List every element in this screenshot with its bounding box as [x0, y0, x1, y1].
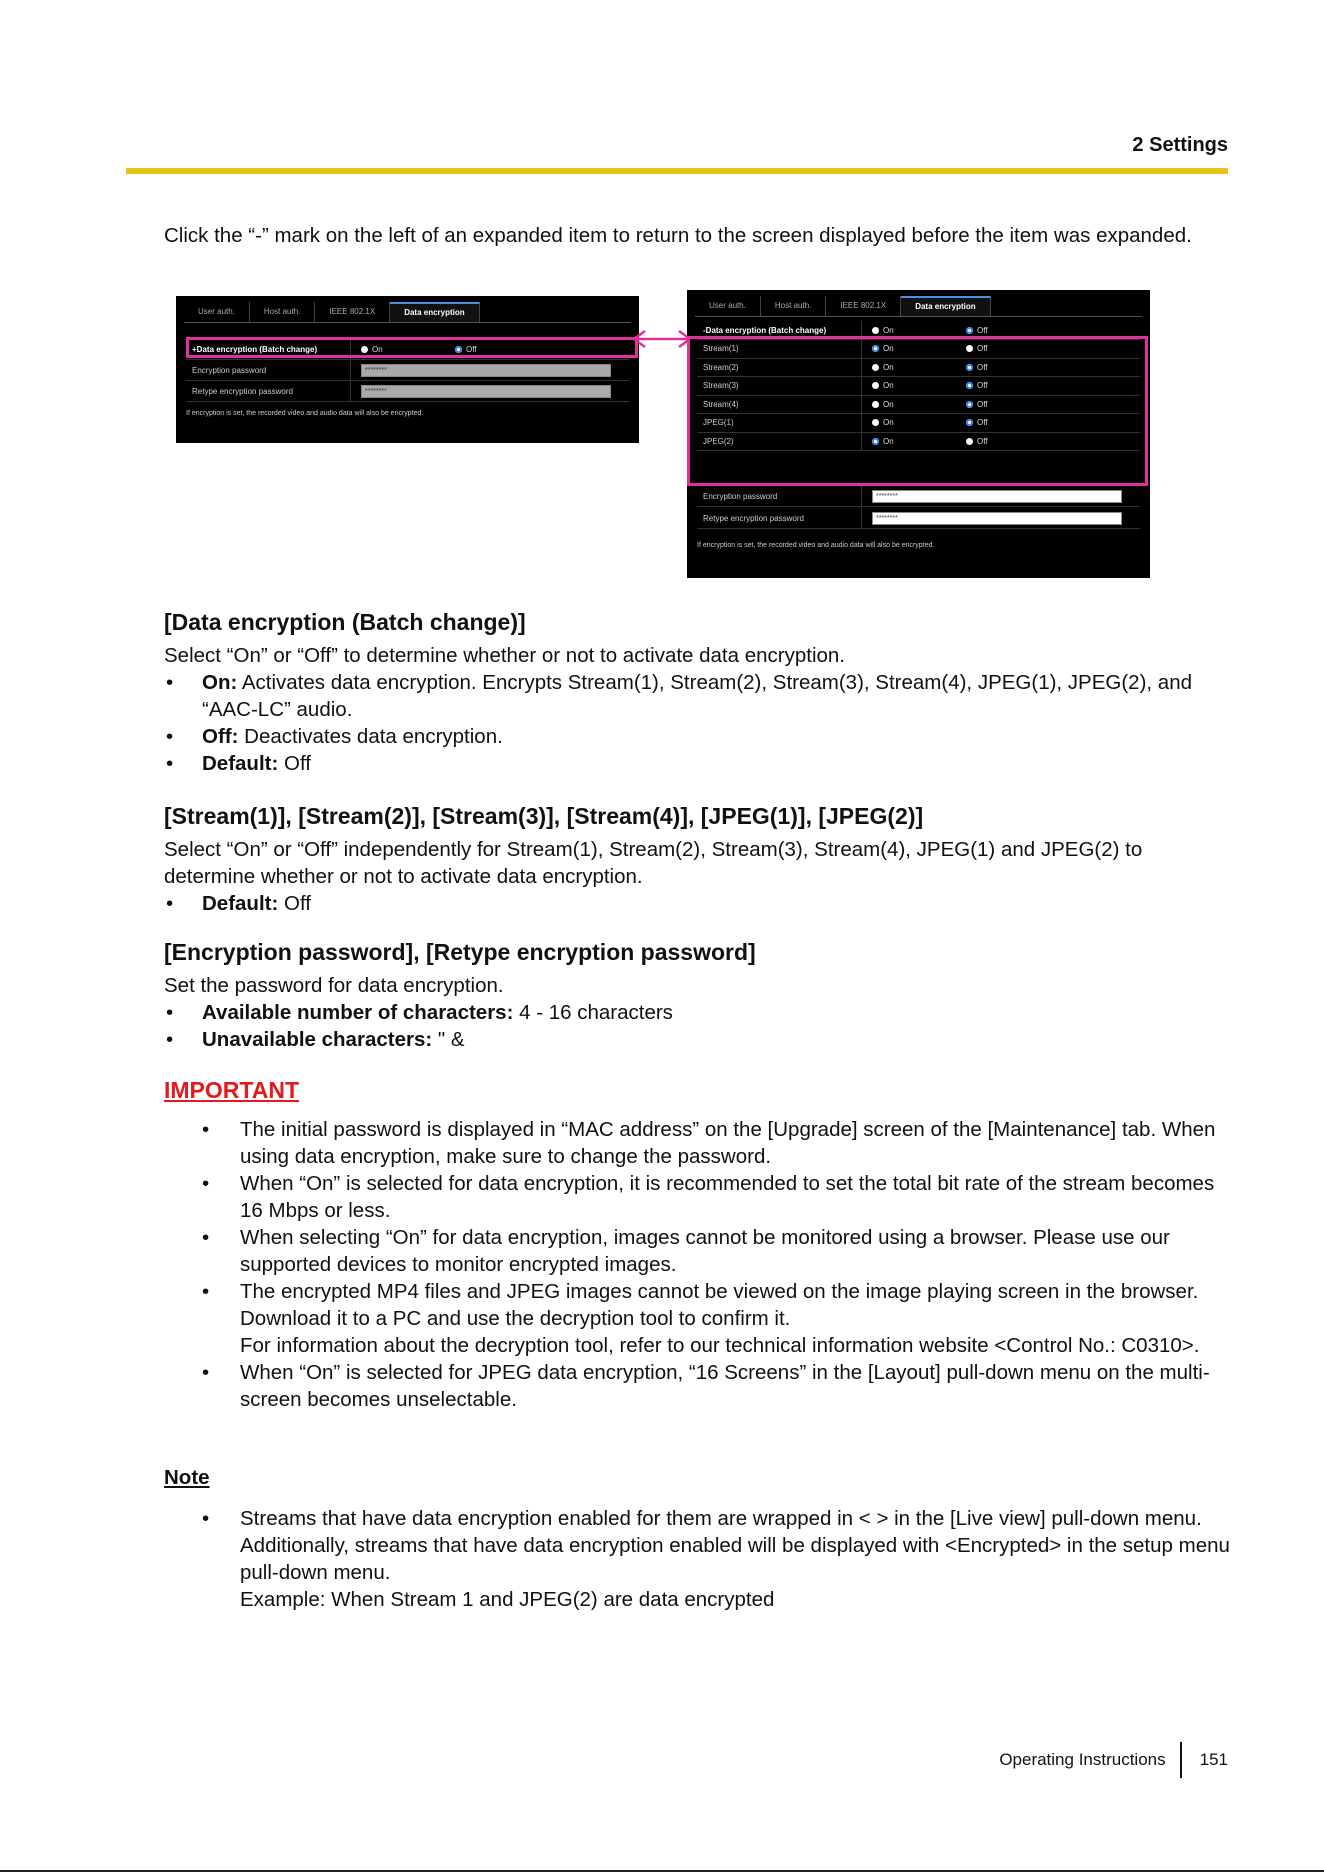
radio-on-label: On	[883, 362, 894, 372]
tab-user-auth[interactable]: User auth.	[184, 302, 250, 322]
radio-off-label: Off	[977, 381, 988, 390]
row-label[interactable]: -Data encryption (Batch change)	[697, 321, 862, 339]
item-label: Off:	[202, 725, 239, 748]
row-enc-pw	[186, 360, 629, 381]
list-item	[164, 723, 1230, 750]
section-title: [Data encryption (Batch change)]	[164, 609, 526, 635]
enc-pw-label: Encryption password	[186, 360, 351, 380]
batch-expand-label[interactable]: +Data encryption (Batch change)	[186, 339, 351, 359]
section-title: [Stream(1)], [Stream(2)], [Stream(3)], [Stream(4)], [JPEG(1)], [JPEG(2)]	[164, 803, 924, 829]
item-label: Available number of characters:	[202, 1001, 514, 1024]
double-arrow-icon	[629, 328, 695, 350]
list-item: • When “On” is selected for data encryption, it is recommended to set the total bit rate of the stream becomes 16 Mbps or less.	[164, 1170, 1230, 1224]
list-item	[164, 1278, 1230, 1359]
section-desc: Select “On” or “Off” to determine whether or not to activate data encryption.	[164, 644, 846, 667]
list-item	[164, 1026, 1230, 1053]
list-item	[164, 890, 1230, 917]
radio-off-label: Off	[466, 344, 477, 354]
row-retype-pw	[697, 508, 1140, 529]
tab-user-auth[interactable]: User auth.	[695, 296, 761, 316]
page-footer	[999, 1742, 1228, 1778]
radio-icon	[872, 327, 879, 334]
highlight-box	[186, 337, 638, 358]
row-label: Stream(1)	[697, 340, 862, 358]
enc-pw-field[interactable]: ********	[361, 364, 611, 377]
tab-ieee[interactable]: IEEE 802.1X	[826, 296, 901, 316]
important-title: IMPORTANT	[164, 1077, 300, 1103]
tab-bar	[695, 296, 1142, 317]
item-label: Default:	[202, 752, 279, 775]
footer-label: Operating Instructions	[999, 1750, 1166, 1769]
radio-off-label: Off	[977, 436, 988, 446]
radio-on-label: On	[372, 344, 383, 354]
highlight-box	[687, 336, 1148, 486]
tab-ieee[interactable]: IEEE 802.1X	[315, 302, 390, 322]
list-item: • The initial password is displayed in “MAC address” on the [Upgrade] screen of the [Maintenance] tab. When using data encryption, make sure to change the password.	[164, 1116, 1230, 1170]
row-enc-pw	[697, 486, 1140, 507]
radio-on-label: On	[883, 344, 894, 353]
tab-bar	[184, 302, 631, 323]
retype-pw-field[interactable]: ********	[872, 512, 1122, 525]
row-label: Stream(2)	[697, 358, 862, 376]
encryption-note: If encryption is set, the recorded video and audio data will also be encrypted.	[697, 542, 935, 549]
list-item	[164, 999, 1230, 1026]
encryption-note: If encryption is set, the recorded video and audio data will also be encrypted.	[186, 410, 424, 417]
radio-on-label: On	[883, 399, 894, 409]
item-label: Default:	[202, 892, 279, 915]
radio-off-label: Off	[977, 399, 988, 409]
item-extra-text: For information about the decryption tool, refer to our technical information website <Control No.: C0310>.	[240, 1334, 1200, 1357]
list-item: • When “On” is selected for JPEG data encryption, “16 Screens” in the [Layout] pull-down menu on the multi-screen becomes unselectable.	[164, 1359, 1230, 1413]
section-title: [Encryption password], [Retype encryption password]	[164, 939, 756, 965]
item-text: Off	[278, 752, 311, 775]
chapter-title: 2 Settings	[1132, 134, 1228, 156]
radio-off[interactable]	[966, 326, 1060, 335]
radio-off-label: Off	[977, 344, 988, 353]
row-label: JPEG(1)	[697, 414, 862, 432]
row-retype-pw	[186, 381, 629, 402]
retype-pw-field[interactable]: ********	[361, 385, 611, 398]
section-batch-change	[164, 608, 1230, 777]
screenshot-expanded	[687, 290, 1150, 578]
item-text: " &	[432, 1028, 465, 1051]
list-item	[164, 1505, 1230, 1613]
item-text: The encrypted MP4 files and JPEG images cannot be viewed on the image playing screen in the browser. Download it to a PC and use the decryption tool to confirm it.	[240, 1280, 1199, 1330]
screenshot-collapsed	[176, 296, 639, 443]
footer-divider	[1180, 1742, 1182, 1778]
radio-off-label: Off	[977, 325, 988, 335]
radio-off-label: Off	[977, 418, 988, 427]
item-text: Off	[278, 892, 311, 915]
row-label: Stream(3)	[697, 377, 862, 395]
retype-pw-label: Retype encryption password	[697, 508, 862, 528]
radio-on[interactable]	[872, 326, 966, 335]
radio-icon	[966, 327, 973, 334]
radio-on-label: On	[883, 436, 894, 446]
item-text: Activates data encryption. Encrypts Stream(1), Stream(2), Stream(3), Stream(4), JPEG(1), JPEG(2), and “AAC-LC” audio.	[202, 671, 1192, 721]
item-text: Streams that have data encryption enabled for them are wrapped in < > in the [Live view] pull-down menu. Additionally, streams that have data encryption enabled will be displayed with <Encrypted> in the setup menu pull-down menu.	[240, 1507, 1230, 1584]
enc-pw-label: Encryption password	[697, 486, 862, 506]
section-password	[164, 938, 1230, 1053]
row-label: JPEG(2)	[697, 432, 862, 450]
enc-pw-field[interactable]: ********	[872, 490, 1122, 503]
radio-on-label: On	[883, 418, 894, 427]
item-label: On:	[202, 671, 238, 694]
list-item	[164, 669, 1230, 723]
tab-data-encryption[interactable]: Data encryption	[390, 302, 479, 322]
header-rule	[126, 168, 1228, 174]
tab-data-encryption[interactable]: Data encryption	[901, 296, 990, 316]
item-label: Unavailable characters:	[202, 1028, 433, 1051]
item-example: Example: When Stream 1 and JPEG(2) are data encrypted	[240, 1588, 775, 1611]
radio-on-label: On	[883, 325, 894, 335]
section-streams	[164, 802, 1230, 917]
radio-off-label: Off	[977, 362, 988, 372]
retype-pw-label: Retype encryption password	[186, 381, 351, 401]
page-content	[164, 222, 1230, 249]
tab-host-auth[interactable]: Host auth.	[250, 302, 315, 322]
tab-host-auth[interactable]: Host auth.	[761, 296, 826, 316]
radio-on-label: On	[883, 381, 894, 390]
note-title: Note	[164, 1466, 210, 1489]
page-number: 151	[1199, 1750, 1228, 1769]
section-desc: Set the password for data encryption.	[164, 974, 504, 997]
screenshots	[176, 290, 1180, 580]
item-text: 4 - 16 characters	[513, 1001, 673, 1024]
row-label: Stream(4)	[697, 395, 862, 413]
item-text: Deactivates data encryption.	[238, 725, 503, 748]
list-item: • When selecting “On” for data encryption, images cannot be monitored using a browser. Please use our supported devices to monitor encrypted images.	[164, 1224, 1230, 1278]
list-item	[164, 750, 1230, 777]
note-box	[164, 1464, 1230, 1613]
important-box	[164, 1076, 1230, 1413]
section-desc: Select “On” or “Off” independently for Stream(1), Stream(2), Stream(3), Stream(4), JPEG(1) and JPEG(2) to determine whether or not to activate data encryption.	[164, 838, 1143, 888]
intro-text: Click the “-” mark on the left of an expanded item to return to the screen displayed before the item was expanded.	[164, 224, 1192, 247]
